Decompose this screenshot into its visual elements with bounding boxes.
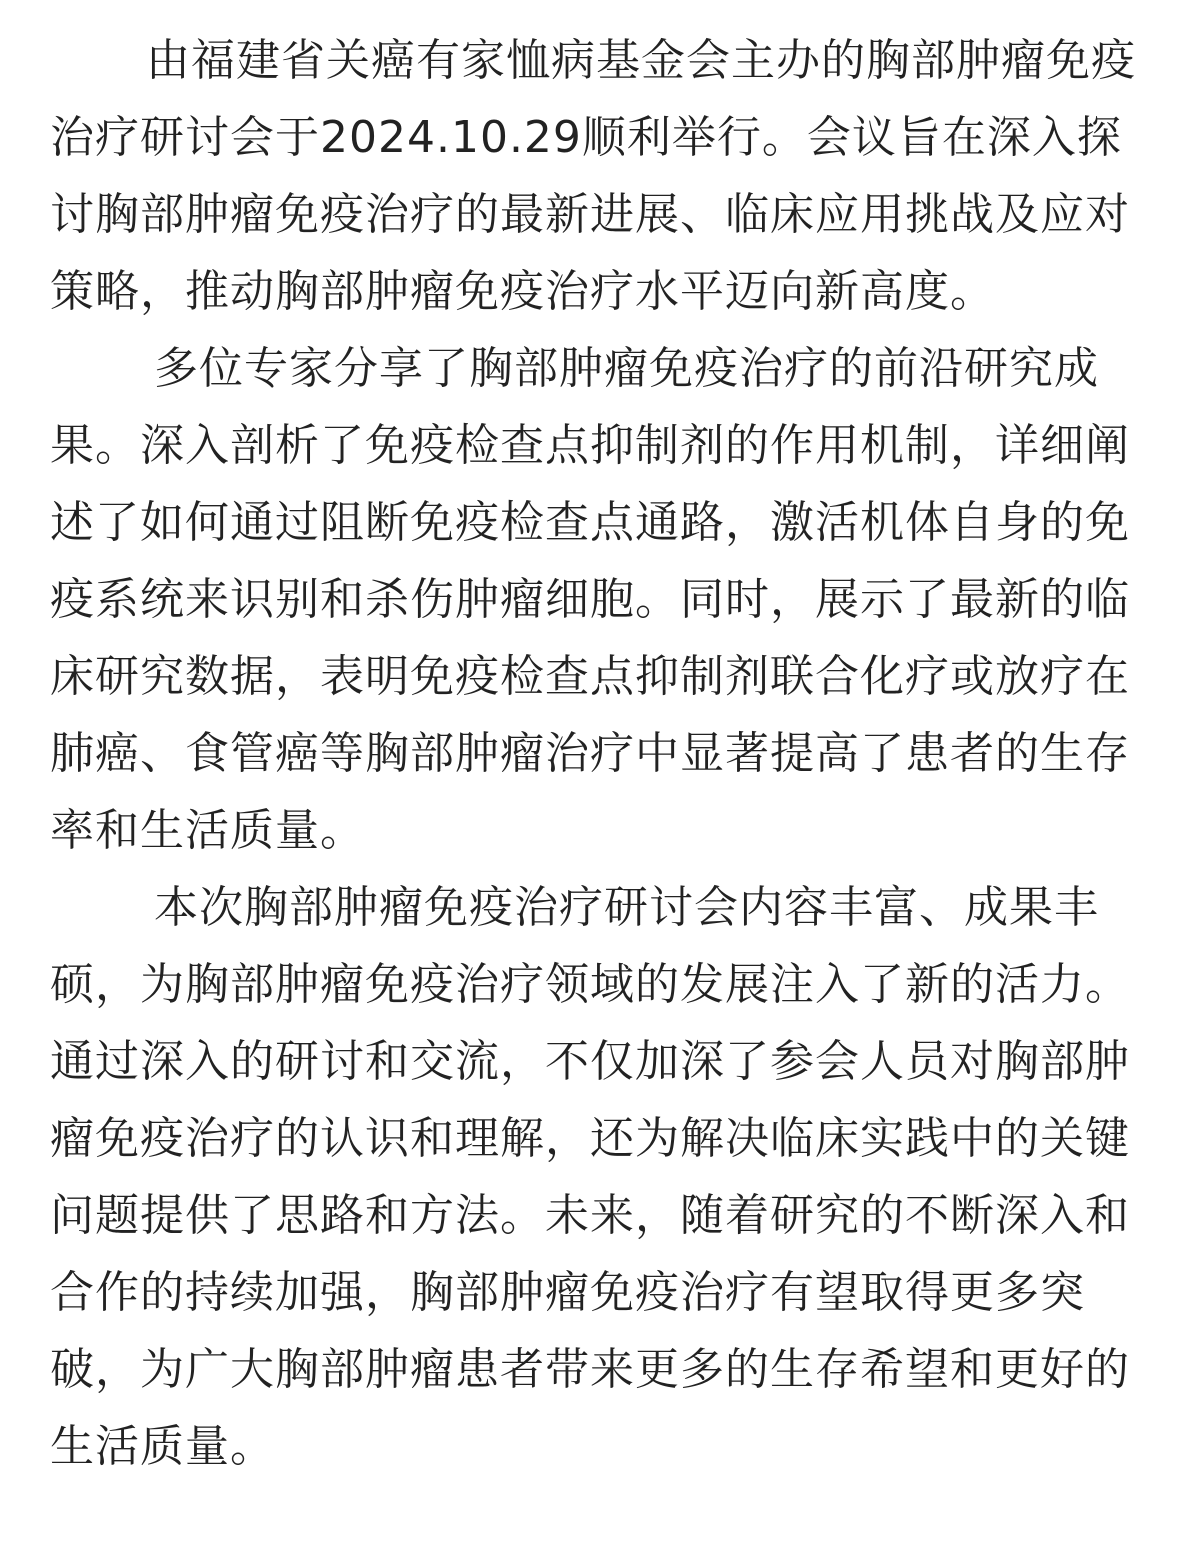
text-line: 肺癌、食管癌等胸部肿瘤治疗中显著提高了患者的生存	[50, 728, 1130, 779]
text-line: 床研究数据，表明免疫检查点抑制剂联合化疗或放疗在	[50, 651, 1130, 702]
text-line: 果。深入剖析了免疫检查点抑制剂的作用机制，详细阐	[50, 420, 1130, 471]
text-line: 由福建省关癌有家恤病基金会主办的胸部肿瘤免疫	[146, 35, 1136, 86]
text-line: 策略，推动胸部肿瘤免疫治疗水平迈向新高度。	[50, 266, 995, 317]
paragraph-1	[50, 22, 1150, 330]
paragraph-3	[50, 869, 1150, 1485]
text-line: 率和生活质量。	[50, 805, 365, 856]
text-line: 硕，为胸部肿瘤免疫治疗领域的发展注入了新的活力。	[50, 959, 1130, 1010]
text-line: 破，为广大胸部肿瘤患者带来更多的生存希望和更好的	[50, 1344, 1130, 1395]
text-line: 生活质量。	[50, 1421, 275, 1472]
text-line: 治疗研讨会于2024.10.29顺利举行。会议旨在深入探	[50, 112, 1122, 163]
text-line: 问题提供了思路和方法。未来，随着研究的不断深入和	[50, 1190, 1130, 1241]
text-line: 瘤免疫治疗的认识和理解，还为解决临床实践中的关键	[50, 1113, 1130, 1164]
text-line: 疫系统来识别和杀伤肿瘤细胞。同时，展示了最新的临	[50, 574, 1130, 625]
text-line: 多位专家分享了胸部肿瘤免疫治疗的前沿研究成	[154, 343, 1099, 394]
paragraph-2	[50, 330, 1150, 869]
text-line: 本次胸部肿瘤免疫治疗研讨会内容丰富、成果丰	[154, 882, 1099, 933]
text-line: 讨胸部肿瘤免疫治疗的最新进展、临床应用挑战及应对	[50, 189, 1130, 240]
text-line: 通过深入的研讨和交流，不仅加深了参会人员对胸部肿	[50, 1036, 1130, 1087]
text-line: 述了如何通过阻断免疫检查点通路，激活机体自身的免	[50, 497, 1130, 548]
text-line: 合作的持续加强，胸部肿瘤免疫治疗有望取得更多突	[50, 1267, 1085, 1318]
